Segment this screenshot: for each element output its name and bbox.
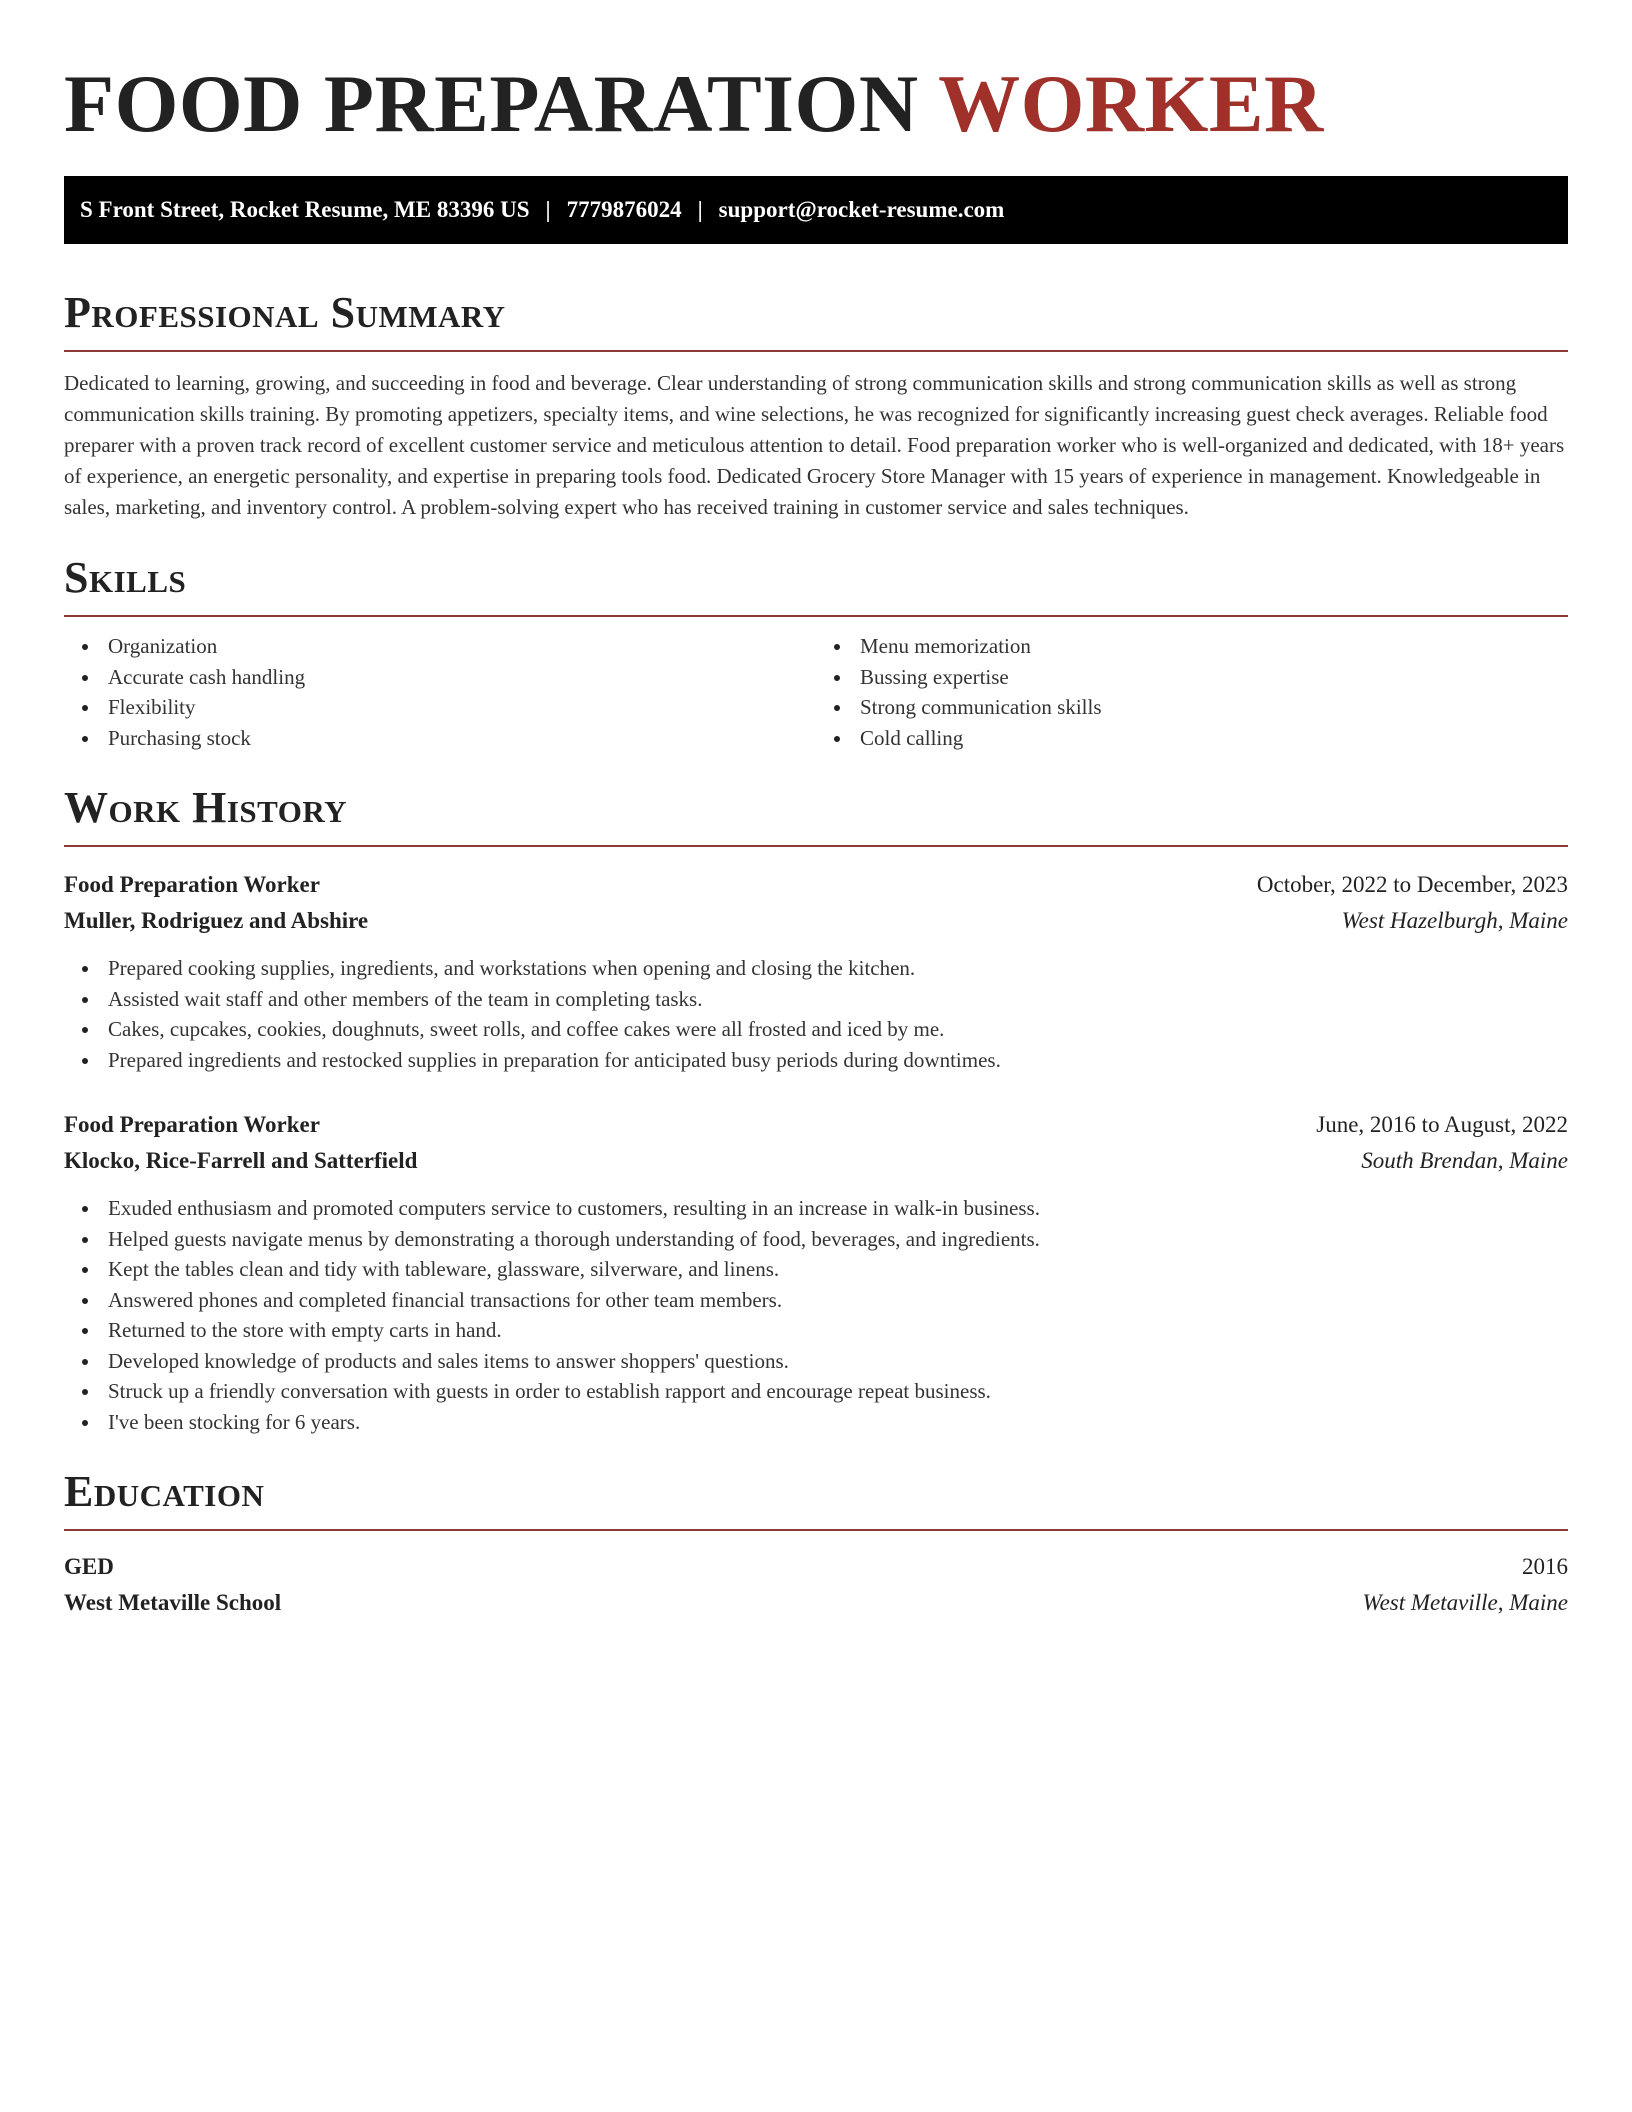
skills-section (64, 553, 1568, 753)
work-history-heading: Work History (64, 783, 348, 832)
education-year: 2016 (1522, 1554, 1568, 1579)
skill-item: Strong communication skills (816, 692, 1568, 723)
duty-item: Helped guests navigate menus by demonstrating a thorough understanding of food, beverages, and ingredients. (64, 1224, 1568, 1255)
duty-item: Prepared cooking supplies, ingredients, and workstations when opening and closing the kitchen. (64, 953, 1568, 984)
duty-item: Developed knowledge of products and sales items to answer shoppers' questions. (64, 1346, 1568, 1377)
skills-heading: Skills (64, 553, 187, 602)
skills-column-right (816, 631, 1568, 753)
duty-item: Prepared ingredients and restocked supplies in preparation for anticipated busy periods during downtimes. (64, 1045, 1568, 1076)
skills-grid (64, 631, 1568, 753)
job-company-row (64, 903, 1568, 939)
education-section (64, 1467, 1568, 1621)
education-school-row (64, 1585, 1568, 1621)
education-school: West Metaville School (64, 1590, 282, 1615)
job-entry (64, 867, 1568, 1075)
skill-item: Accurate cash handling (64, 662, 816, 693)
job-location: South Brendan, Maine (1361, 1148, 1568, 1173)
duty-item: Exuded enthusiasm and promoted computers service to customers, resulting in an increase in walk-in business. (64, 1193, 1568, 1224)
skill-item: Purchasing stock (64, 723, 816, 754)
summary-section (64, 288, 1568, 523)
duty-item: Returned to the store with empty carts in hand. (64, 1315, 1568, 1346)
skill-item: Organization (64, 631, 816, 662)
education-degree-row (64, 1549, 1568, 1585)
section-divider (64, 845, 1568, 847)
job-position: Food Preparation Worker (64, 1112, 320, 1137)
job-duties (64, 1193, 1568, 1437)
duty-item: Struck up a friendly conversation with guests in order to establish rapport and encourage repeat business. (64, 1376, 1568, 1407)
contact-separator: | (545, 197, 551, 222)
duty-item: I've been stocking for 6 years. (64, 1407, 1568, 1438)
title-accent: WORKER (938, 58, 1324, 149)
section-divider (64, 1529, 1568, 1531)
contact-phone: 7779876024 (566, 197, 682, 222)
skill-item: Cold calling (816, 723, 1568, 754)
job-company: Klocko, Rice-Farrell and Satterfield (64, 1148, 418, 1173)
education-location: West Metaville, Maine (1362, 1590, 1568, 1615)
job-header-row (64, 867, 1568, 903)
job-dates: October, 2022 to December, 2023 (1256, 872, 1568, 897)
skill-item: Flexibility (64, 692, 816, 723)
resume-title (64, 54, 1568, 154)
contact-email: support@rocket-resume.com (718, 197, 1005, 222)
education-heading: Education (64, 1467, 265, 1516)
skill-item: Bussing expertise (816, 662, 1568, 693)
duty-item: Answered phones and completed financial transactions for other team members. (64, 1285, 1568, 1316)
job-company: Muller, Rodriguez and Abshire (64, 908, 369, 933)
section-divider (64, 615, 1568, 617)
work-history-section (64, 783, 1568, 1437)
duty-item: Cakes, cupcakes, cookies, doughnuts, sweet rolls, and coffee cakes were all frosted and iced by me. (64, 1014, 1568, 1045)
duty-item: Kept the tables clean and tidy with tableware, glassware, silverware, and linens. (64, 1254, 1568, 1285)
education-degree: GED (64, 1554, 114, 1579)
summary-heading: Professional Summary (64, 288, 506, 337)
contact-separator: | (697, 197, 703, 222)
duty-item: Assisted wait staff and other members of the team in completing tasks. (64, 984, 1568, 1015)
job-header-row (64, 1107, 1568, 1143)
skills-column-left (64, 631, 816, 753)
job-duties (64, 953, 1568, 1075)
title-main: FOOD PREPARATION (64, 58, 919, 149)
job-company-row (64, 1143, 1568, 1179)
job-position: Food Preparation Worker (64, 872, 320, 897)
education-entry (64, 1549, 1568, 1621)
summary-text: Dedicated to learning, growing, and succeeding in food and beverage. Clear understanding of strong communication skills and strong communication skills as well as strong communication skills training. By promoting appetizers, specialty items, and wine selections, he was recognized for significantly increasing guest check averages. Reliable food preparer with a proven track record of excellent customer service and meticulous attention to detail. Food preparation worker who is well-organized and dedicated, with 18+ years of experience, an energetic personality, and expertise in preparing tools food. Dedicated Grocery Store Manager with 15 years of experience in management. Knowledgeable in sales, marketing, and inventory control. A problem-solving expert who has received training in customer service and sales techniques. (64, 371, 1565, 519)
contact-address: S Front Street, Rocket Resume, ME 83396 US (80, 197, 530, 222)
job-entry (64, 1107, 1568, 1437)
contact-bar (64, 176, 1568, 244)
job-location: West Hazelburgh, Maine (1341, 908, 1568, 933)
skill-item: Menu memorization (816, 631, 1568, 662)
section-divider (64, 350, 1568, 352)
job-dates: June, 2016 to August, 2022 (1316, 1112, 1568, 1137)
